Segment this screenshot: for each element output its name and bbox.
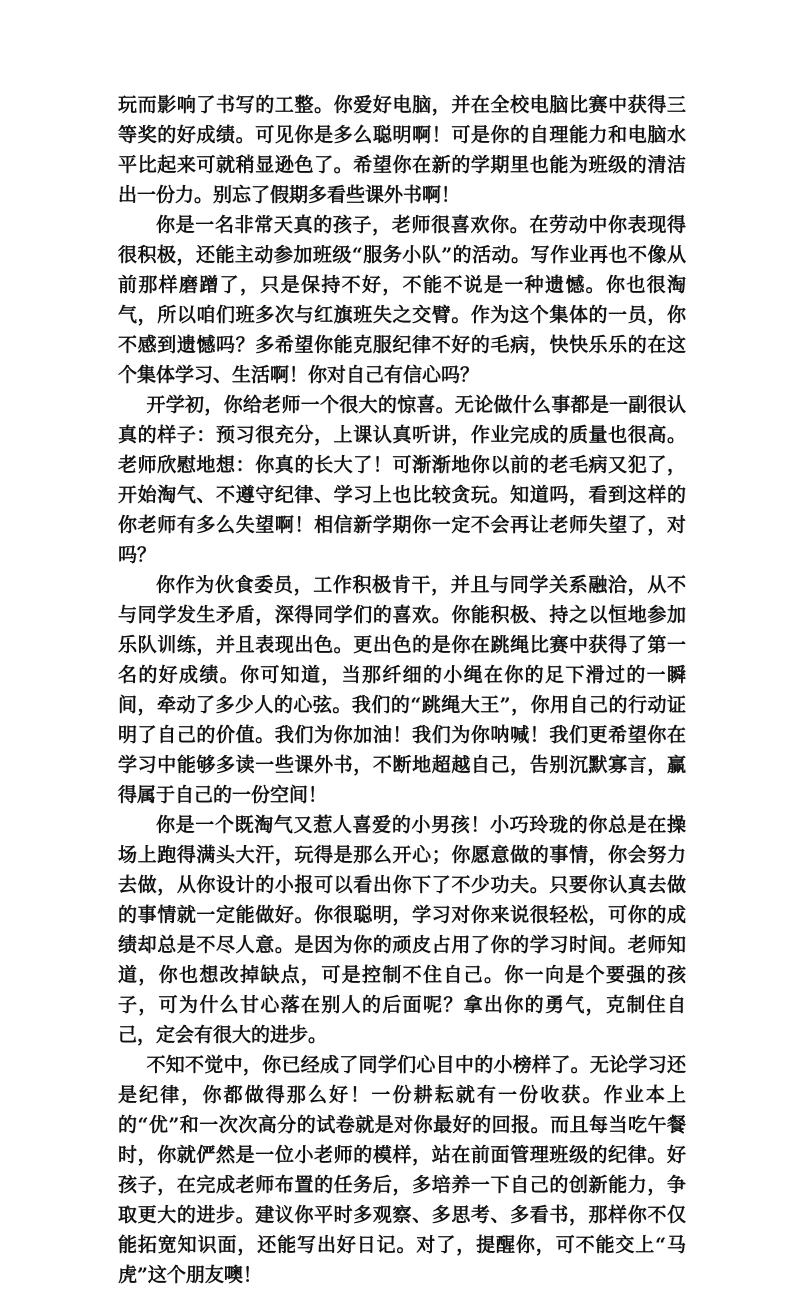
- paragraph-1: 玩而影响了书写的工整。你爱好电脑，并在全校电脑比赛中获得三等奖的好成绩。可见你是多么聪明啊！可是你的自理能力和电脑水平比起来可就稍显逊色了。希望你在新的学期里也能为班级的清洁出一份力。别忘了假期多看些课外书啊！: [118, 94, 686, 206]
- paragraph-6: 不知不觉中，你已经成了同学们心目中的小榜样了。无论学习还是纪律，你都做得那么好！一份耕耘就有一份收获。作业本上的“优”和一次次高分的试卷就是对你最好的回报。而且每当吃午餐时，你就俨然是一位小老师的模样，站在前面管理班级的纪律。好孩子，在完成老师布置的任务后，多培养一下自己的创新能力，争取更大的进步。建议你平时多观察、多思考、多看书，那样你不仅能拓宽知识面，还能写出好日记。对了，提醒你，可不能交上“马虎”这个朋友噢！: [118, 1054, 686, 1286]
- paragraph-4: 你作为伙食委员，工作积极肯干，并且与同学关系融洽，从不与同学发生矛盾，深得同学们的喜欢。你能积极、持之以恒地参加乐队训练，并且表现出色。更出色的是你在跳绳比赛中获得了第一名的好成绩。你可知道，当那纤细的小绳在你的足下滑过的一瞬间，牵动了多少人的心弦。我们的“跳绳大王”，你用自己的行动证明了自己的价值。我们为你加油！我们为你呐喊！我们更希望你在学习中能够多读一些课外书，不断地超越自己，告别沉默寡言，赢得属于自己的一份空间！: [118, 574, 686, 806]
- document-page: [118, 90, 686, 1290]
- paragraph-3: 开学初，你给老师一个很大的惊喜。无论做什么事都是一副很认真的样子：预习很充分，上课认真听讲，作业完成的质量也很高。老师欣慰地想：你真的长大了！可渐渐地你以前的老毛病又犯了，开始淘气、不遵守纪律、学习上也比较贪玩。知道吗，看到这样的你老师有多么失望啊！相信新学期你一定不会再让老师失望了，对吗？: [118, 394, 686, 566]
- paragraph-2: 你是一名非常天真的孩子，老师很喜欢你。在劳动中你表现得很积极，还能主动参加班级“服务小队”的活动。写作业再也不像从前那样磨蹭了，只是保持不好，不能不说是一种遗憾。你也很淘气，所以咱们班多次与红旗班失之交臂。作为这个集体的一员，你不感到遗憾吗？多希望你能克服纪律不好的毛病，快快乐乐的在这个集体学习、生活啊！你对自己有信心吗？: [118, 214, 686, 386]
- paragraph-5: 你是一个既淘气又惹人喜爱的小男孩！小巧玲珑的你总是在操场上跑得满头大汗，玩得是那么开心；你愿意做的事情，你会努力去做，从你设计的小报可以看出你下了不少功夫。只要你认真去做的事情就一定能做好。你很聪明，学习对你来说很轻松，可你的成绩却总是不尽人意。是因为你的顽皮占用了你的学习时间。老师知道，你也想改掉缺点，可是控制不住自己。你一向是个要强的孩子，可为什么甘心落在别人的后面呢？拿出你的勇气，克制住自己，定会有很大的进步。: [118, 814, 686, 1046]
